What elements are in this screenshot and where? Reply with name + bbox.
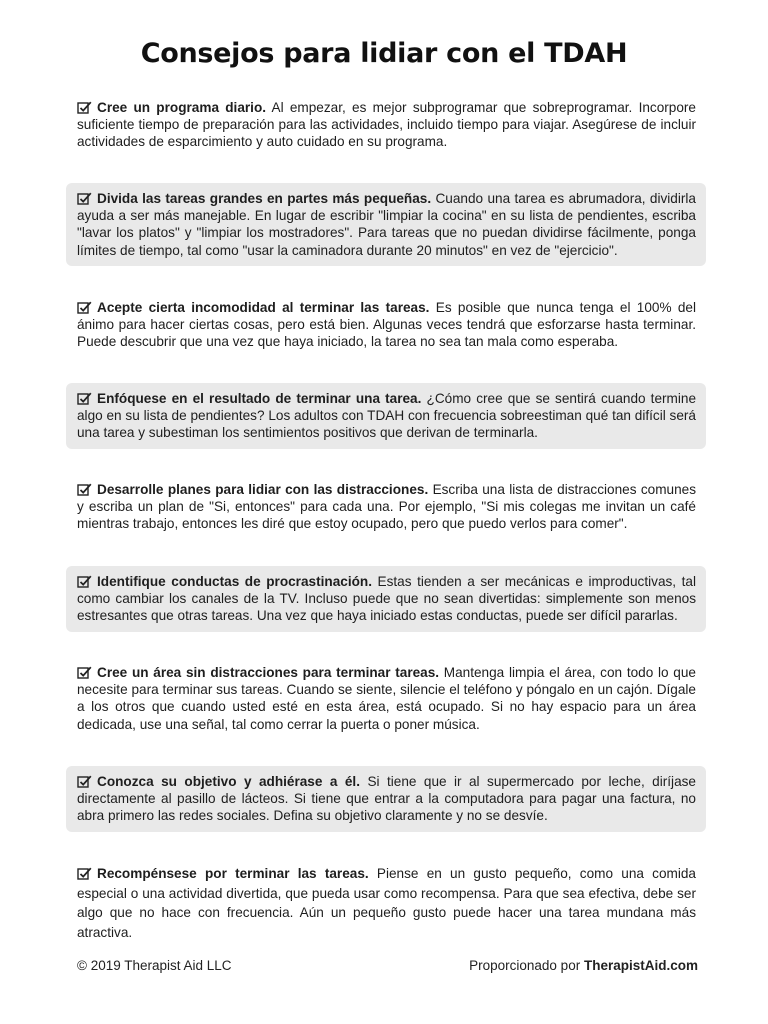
checkbox-checked-icon bbox=[77, 192, 92, 205]
checkbox-checked-icon bbox=[77, 867, 92, 880]
checkbox-checked-icon bbox=[77, 775, 92, 788]
tip-text: Mantenga limpia el área, con todo lo que necesite para terminar sus tareas. Cuando se siente, silencie el teléfono y póngalo en un cajón. Dígale a los otros que cuando usted esté en esta área, está ocupado. Si no hay espacio para un área dedicada, use una señal, tal como cerrar la puerta o poner música. bbox=[77, 665, 696, 732]
tip-heading: Recompénsese por terminar las tareas. bbox=[97, 866, 369, 881]
tip-heading: Cree un programa diario. bbox=[97, 100, 267, 115]
tip-2 bbox=[66, 183, 706, 266]
tip-text: Piense en un gusto pequeño, como una comida especial o una actividad divertida, que pueda usar como recompensa. Para que sea efectiva, debe ser algo que no hace con frecuencia. Aún un pequeño gusto puede hacer una tarea mundana más atractiva. bbox=[77, 866, 696, 940]
tip-heading: Conozca su objetivo y adhiérase a él. bbox=[97, 774, 360, 789]
tip-4 bbox=[66, 383, 706, 449]
checkbox-checked-icon bbox=[77, 483, 92, 496]
tip-6 bbox=[66, 566, 706, 632]
page-title: Consejos para lidiar con el TDAH bbox=[140, 38, 628, 69]
checkbox-checked-icon bbox=[77, 575, 92, 588]
tip-heading: Divida las tareas grandes en partes más pequeñas. bbox=[97, 191, 432, 206]
tip-5 bbox=[66, 481, 706, 533]
tip-3 bbox=[66, 299, 706, 351]
tip-text: Al empezar, es mejor subprogramar que sobreprogramar. Incorpore suficiente tiempo de preparación para las actividades, incluido tiempo para viajar. Asegúrese de incluir actividades de esparcimiento y auto cuidado en su programa. bbox=[77, 100, 696, 150]
tip-heading: Desarrolle planes para lidiar con las distracciones. bbox=[97, 482, 429, 497]
tip-heading: Acepte cierta incomodidad al terminar las tareas. bbox=[97, 300, 430, 315]
tip-text: Estas tienden a ser mecánicas e improductivas, tal como cambiar los canales de la TV. Incluso puede que no sean divertidas: simplemente son menos estresantes que otras tareas. Una vez que haya iniciado estas conductas, puede ser difícil pararlas. bbox=[77, 574, 696, 624]
provided-by bbox=[469, 958, 698, 973]
tip-heading: Cree un área sin distracciones para terminar tareas. bbox=[97, 665, 440, 680]
tip-heading: Enfóquese en el resultado de terminar una tarea. bbox=[97, 391, 422, 406]
tip-text: Cuando una tarea es abrumadora, dividirla ayuda a ser más manejable. En lugar de escribir "limpiar la cocina" en su lista de pendientes, escriba "lavar los platos" y "limpiar los mostradores". Para tareas que no puedan dividirse fácilmente, ponga límites de tiempo, tal como "usar la caminadora durante 20 minutos" en vez de "ejercicio". bbox=[77, 191, 696, 258]
tip-7 bbox=[66, 664, 706, 733]
tip-1 bbox=[66, 99, 706, 151]
tip-text: ¿Cómo cree que se sentirá cuando termine algo en su lista de pendientes? Los adultos con TDAH con frecuencia sobreestiman qué tan difícil será una tarea y subestiman los sentimientos positivos que derivan de terminarla. bbox=[77, 391, 697, 441]
tip-text: Es posible que nunca tenga el 100% del ánimo para hacer ciertas cosas, pero está bien. Algunas veces tendrá que esforzarse hasta terminar. Puede descubrir que una vez que haya iniciado, la tarea no sea tan mala como esperaba. bbox=[77, 300, 697, 350]
tip-text: Escriba una lista de distracciones comunes y escriba un plan de "Si, entonces" para cada una. Por ejemplo, "Si mis colegas me invitan un café mientras trabajo, entonces les diré que estoy ocupado, pero que puedo verlos para comer". bbox=[77, 482, 697, 532]
tip-heading: Identifique conductas de procrastinación. bbox=[97, 574, 372, 589]
checkbox-checked-icon bbox=[77, 666, 92, 679]
tip-8 bbox=[66, 766, 706, 832]
provided-by-label: Proporcionado por bbox=[469, 958, 581, 973]
checkbox-checked-icon bbox=[77, 392, 92, 405]
checkbox-checked-icon bbox=[77, 301, 92, 314]
brand-link[interactable]: TherapistAid.com bbox=[583, 958, 698, 973]
copyright: © 2019 Therapist Aid LLC bbox=[77, 958, 232, 973]
tip-text: Si tiene que ir al supermercado por leche, diríjase directamente al pasillo de lácteos. Si tiene que entrar a la computadora para pagar una factura, no abra primero las redes sociales. Defina su objetivo claramente y no se desvíe. bbox=[77, 774, 696, 824]
checkbox-checked-icon bbox=[77, 101, 92, 114]
tip-9 bbox=[66, 864, 706, 942]
